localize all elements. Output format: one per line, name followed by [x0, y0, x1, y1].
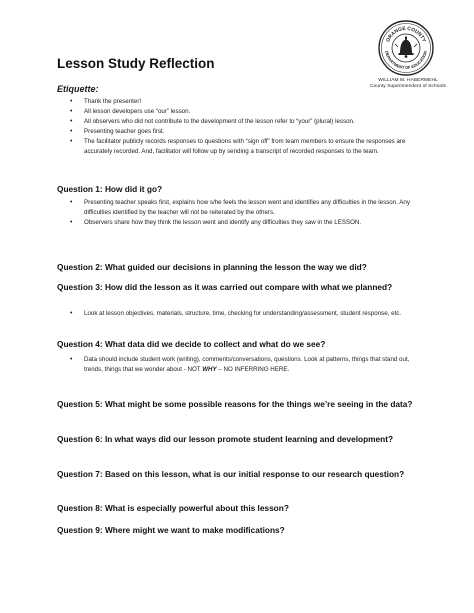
question-9-heading: Question 9: Where might we want to make modifications?	[57, 525, 285, 535]
question-6-heading: Question 6: In what ways did our lesson promote student learning and development?	[57, 434, 394, 444]
question-3-list	[57, 309, 417, 319]
list-item: • Presenting teacher goes first.	[57, 127, 417, 137]
list-item: • The facilitator publicly records responses to questions with “sign off” from team members to ensure the responses are accurately recorded. And, facilitator will follow up by sending a transcript of recorded responses to the team.	[57, 137, 417, 157]
etiquette-heading: Etiquette:	[57, 84, 99, 94]
list-item: • Observers share how they think the lesson went and identify any difficulties they saw in the LESSON.	[57, 218, 417, 228]
svg-text:DEPARTMENT OF EDUCATION: DEPARTMENT OF EDUCATION	[384, 50, 428, 71]
question-3-heading: Question 3: How did the lesson as it was carried out compare with what we planned?	[57, 282, 393, 292]
question-1-list	[57, 198, 417, 228]
list-item: • Presenting teacher speaks first, explains how s/he feels the lesson went and identifies any difficulties in the lesson. Any difficulties identified by the teacher will not be reiterated by the others.	[57, 198, 417, 218]
question-4-heading: Question 4: What data did we decide to collect and what do we see?	[57, 339, 326, 349]
list-item	[57, 355, 417, 375]
question-8-heading: Question 8: What is especially powerful about this lesson?	[57, 503, 289, 513]
superintendent-name: WILLIAM M. HABERMEHL	[378, 78, 438, 83]
question-2-heading: Question 2: What guided our decisions in planning the lesson the way we did?	[57, 262, 367, 272]
list-item: • All lesson developers use “our” lesson.	[57, 107, 417, 117]
etiquette-list	[57, 97, 417, 157]
question-4-list	[57, 355, 417, 375]
page-title: Lesson Study Reflection	[57, 56, 215, 71]
list-item-text: Data should include student work (writing), comments/conversations, questions. Look at patterns, things that stand out, trends, things that we wonder about - NOT	[84, 356, 410, 373]
emphasis-text: WHY	[202, 366, 217, 373]
seal-caption	[356, 78, 460, 90]
list-item: • Thank the presenter!	[57, 97, 417, 107]
question-1-heading: Question 1: How did it go?	[57, 184, 163, 194]
county-seal-logo	[378, 20, 434, 76]
superintendent-title: County Superintendent of Schools	[369, 84, 446, 89]
list-item-text: – NO INFERRING HERE.	[216, 366, 290, 373]
svg-text:ORANGE COUNTY: ORANGE COUNTY	[385, 25, 427, 44]
question-5-heading: Question 5: What might be some possible reasons for the things we’re seeing in the data?	[57, 399, 413, 409]
list-item: • Look at lesson objectives, materials, structure, time, checking for understanding/assessment, student response, etc.	[57, 309, 417, 319]
list-item: • All observers who did not contribute to the development of the lesson refer to “your” (plural) lesson.	[57, 117, 417, 127]
question-7-heading: Question 7: Based on this lesson, what is our initial response to our research question?	[57, 469, 405, 479]
